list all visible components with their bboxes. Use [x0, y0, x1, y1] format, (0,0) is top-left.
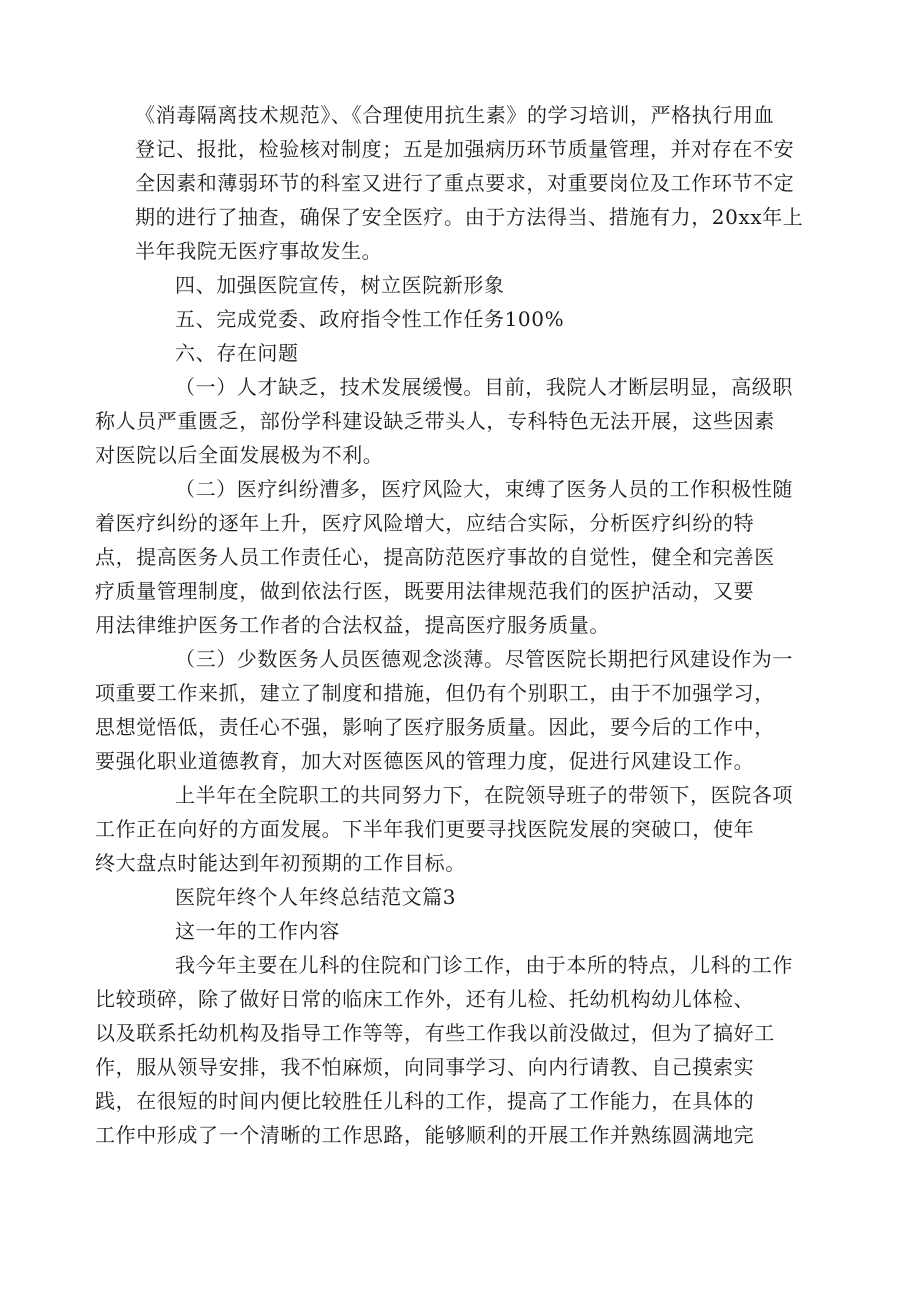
paragraph — [135, 98, 804, 268]
text-line: 工作中形成了一个清晰的工作思路，能够顺利的开展工作并熟练圆满地完 — [95, 1123, 755, 1147]
text-line: 四、加强医院宣传，树立医院新形象 — [175, 273, 505, 297]
text-line: 这一年的工作内容 — [175, 919, 340, 943]
text-line: 期的进行了抽查，确保了安全医疗。由于方法得当、措施有力，20xx年上 — [135, 205, 804, 229]
text-line: 思想觉悟低，责任心不强，影响了医疗服务质量。因此，要今后的工作中， — [95, 715, 775, 739]
text-line: 我今年主要在儿科的住院和门诊工作，由于本所的特点，儿科的工作 — [175, 953, 793, 977]
text-line: 医院年终个人年终总结范文篇3 — [175, 885, 457, 909]
paragraph — [95, 370, 793, 472]
text-line: （三）少数医务人员医德观念淡薄。尽管医院长期把行风建设作为一 — [175, 647, 793, 671]
text-line: 项重要工作来抓，建立了制度和措施，但仍有个别职工，由于不加强学习， — [95, 681, 775, 705]
text-line: 半年我院无医疗事故发生。 — [135, 239, 383, 263]
paragraph — [135, 880, 783, 914]
text-line: 疗质量管理制度，做到依法行医，既要用法律规范我们的医护活动，又要 — [95, 579, 755, 603]
text-line: 着医疗纠纷的逐年上升，医疗风险增大，应结合实际，分析医疗纠纷的特 — [95, 511, 755, 535]
text-line: 践，在很短的时间内便比较胜任儿科的工作，提高了工作能力，在具体的 — [95, 1089, 755, 1113]
paragraph — [135, 914, 783, 948]
text-line: 点，提高医务人员工作责任心，提高防范医疗事故的自觉性，健全和完善医 — [95, 545, 775, 569]
text-line: 全因素和薄弱环节的科室又进行了重点要求，对重要岗位及工作环节不定 — [135, 171, 795, 195]
paragraph — [95, 948, 793, 1152]
text-line: 以及联系托幼机构及指导工作等等，有些工作我以前没做过，但为了搞好工 — [95, 1021, 775, 1045]
paragraph — [95, 642, 793, 778]
paragraph — [135, 302, 783, 336]
text-line: 对医院以后全面发展极为不利。 — [95, 443, 384, 467]
paragraph — [135, 268, 783, 302]
text-line: 终大盘点时能达到年初预期的工作目标。 — [95, 851, 466, 875]
text-line: （一）人才缺乏，技术发展缓慢。目前，我院人才断层明显，高级职 — [175, 375, 793, 399]
text-line: 《消毒隔离技术规范》、《合理使用抗生素》的学习培训，严格执行用血 — [135, 103, 775, 127]
document-body — [95, 98, 804, 1152]
text-line: （二）医疗纠纷漕多，医疗风险大，束缚了医务人员的工作积极性随 — [175, 477, 793, 501]
text-line: 工作正在向好的方面发展。下半年我们更要寻找医院发展的突破口，使年 — [95, 817, 755, 841]
text-line: 比较琐碎，除了做好日常的临床工作外，还有儿检、托幼机构幼儿体检、 — [95, 987, 755, 1011]
paragraph — [95, 472, 793, 642]
text-line: 称人员严重匮乏，部份学科建设缺乏带头人，专科特色无法开展，这些因素 — [95, 409, 775, 433]
text-line: 上半年在全院职工的共同努力下，在院领导班子的带领下，医院各项 — [175, 783, 793, 807]
text-line: 要强化职业道德教育，加大对医德医风的管理力度，促进行风建设工作。 — [95, 749, 755, 773]
paragraph — [135, 336, 783, 370]
paragraph — [95, 778, 793, 880]
text-line: 五、完成党委、政府指令性工作任务100% — [175, 307, 565, 331]
text-line: 六、存在问题 — [175, 341, 299, 365]
text-line: 作，服从领导安排，我不怕麻烦，向同事学习、向内行请教、自己摸索实 — [95, 1055, 755, 1079]
text-line: 用法律维护医务工作者的合法权益，提高医疗服务质量。 — [95, 613, 610, 637]
text-line: 登记、报批，检验核对制度；五是加强病历环节质量管理，并对存在不安 — [135, 137, 795, 161]
